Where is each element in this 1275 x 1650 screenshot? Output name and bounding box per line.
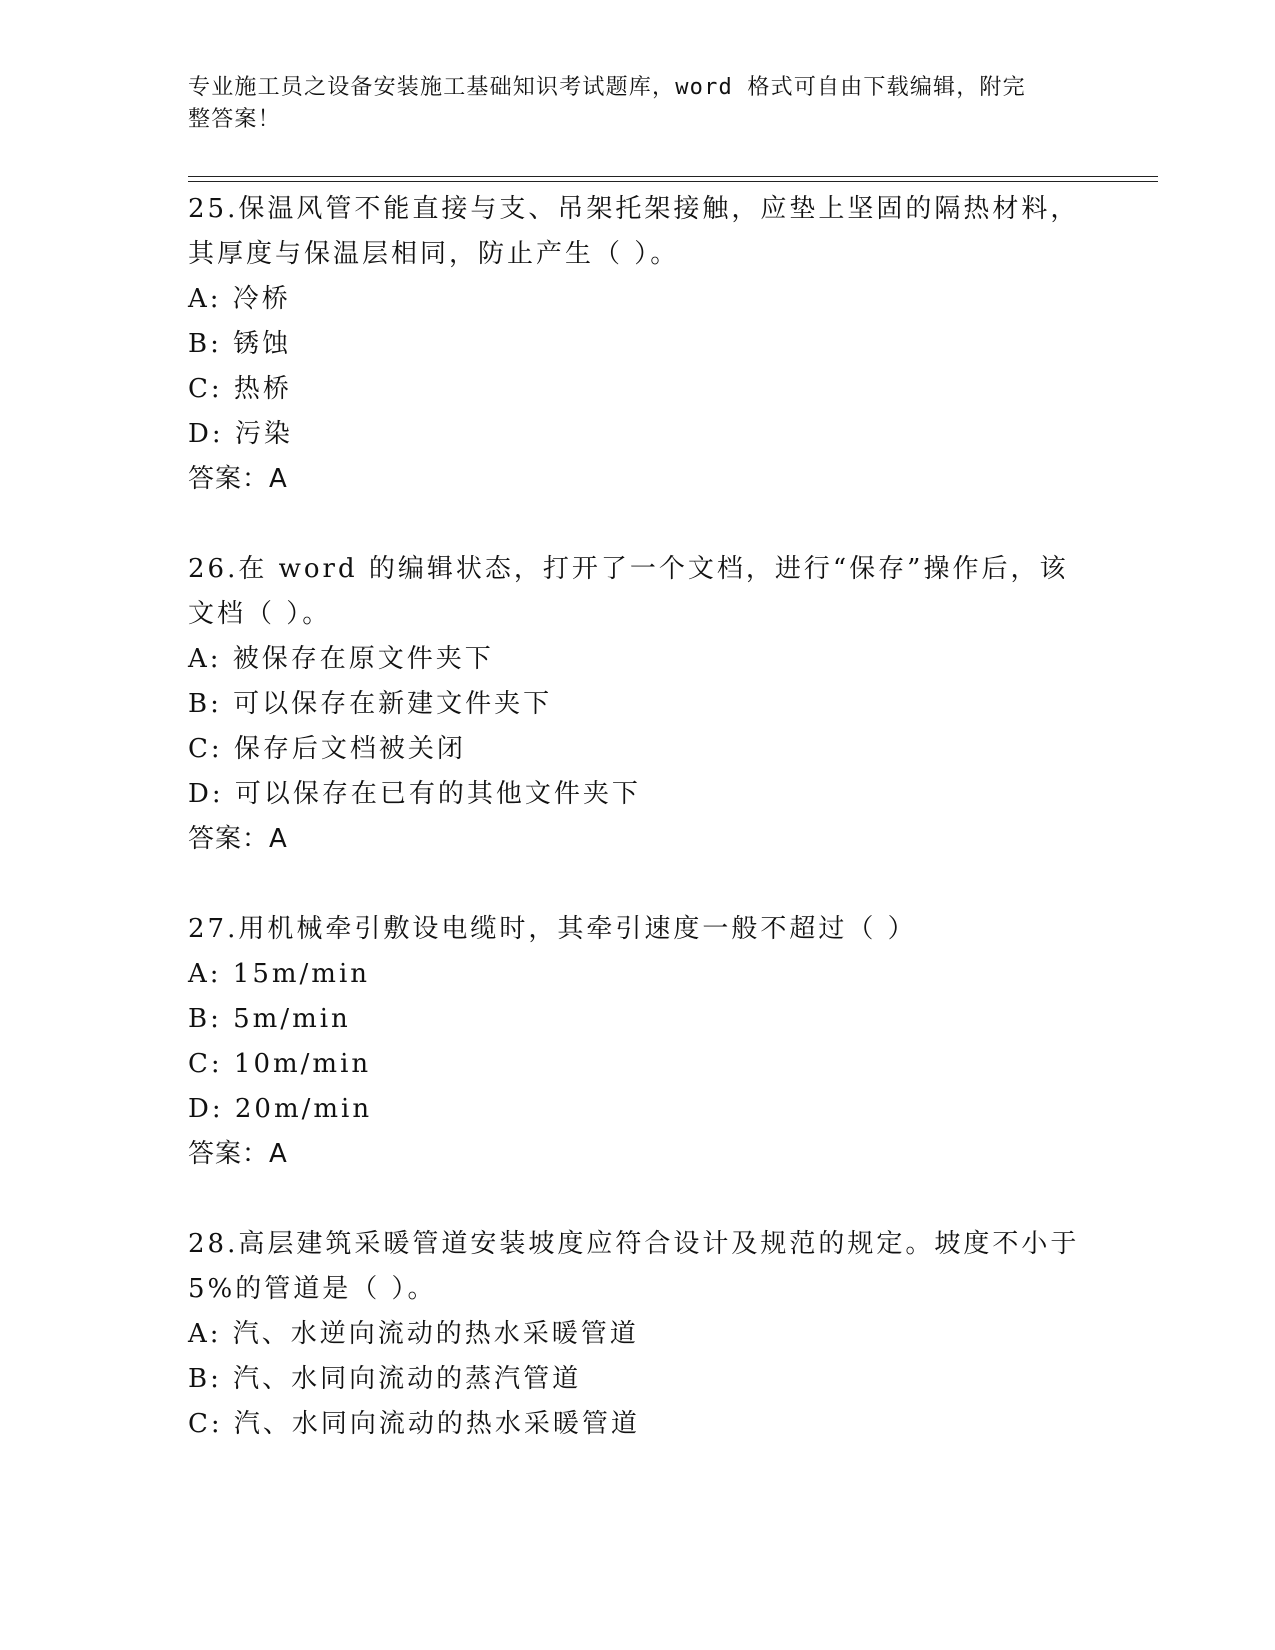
question-27-option-d: D: 20m/min [188,1094,373,1124]
question-27-answer: 答案：A [188,1139,288,1169]
question-26-answer: 答案：A [188,824,288,854]
question-25-option-a: A: 冷桥 [188,284,291,314]
question-27-option-a: A: 15m/min [188,959,371,989]
header-line-2: 整答案！ [188,107,281,132]
question-25-answer: 答案：A [188,464,288,494]
question-27-stem-line-1: 27.用机械牵引敷设电缆时，其牵引速度一般不超过（ ） [188,914,917,944]
question-25-option-c: C: 热桥 [188,374,292,404]
question-26-option-a: A: 被保存在原文件夹下 [188,644,494,674]
header-line-1: 专业施工员之设备安装施工基础知识考试题库，word 格式可自由下载编辑，附完 [188,75,1026,100]
question-25-stem-line-1: 25.保温风管不能直接与支、吊架托架接触，应垫上坚固的隔热材料， [188,194,1080,224]
question-26-stem-line-2: 文档（ ）。 [188,599,332,629]
question-28-option-b: B: 汽、水同向流动的蒸汽管道 [188,1364,582,1394]
header-divider-top [188,176,1158,177]
header-divider-bottom [188,181,1158,182]
question-25-stem-line-2: 其厚度与保温层相同，防止产生（ ）。 [188,239,680,269]
question-28-option-a: A: 汽、水逆向流动的热水采暖管道 [188,1319,639,1349]
question-27-option-c: C: 10m/min [188,1049,372,1079]
question-28-stem-line-1: 28.高层建筑采暖管道安装坡度应符合设计及规范的规定。坡度不小于 [188,1229,1080,1259]
question-25-option-d: D: 污染 [188,419,293,449]
question-28-option-c: C: 汽、水同向流动的热水采暖管道 [188,1409,640,1439]
question-26-option-c: C: 保存后文档被关闭 [188,734,466,764]
question-27-option-b: B: 5m/min [188,1004,351,1034]
question-25-option-b: B: 锈蚀 [188,329,292,359]
question-28-stem-line-2: 5%的管道是（ ）。 [188,1274,437,1304]
question-26-stem-line-1: 26.在 word 的编辑状态，打开了一个文档，进行“保存”操作后，该 [188,554,1069,584]
question-26-option-b: B: 可以保存在新建文件夹下 [188,689,553,719]
document-header [188,72,1088,136]
question-26-option-d: D: 可以保存在已有的其他文件夹下 [188,779,641,809]
